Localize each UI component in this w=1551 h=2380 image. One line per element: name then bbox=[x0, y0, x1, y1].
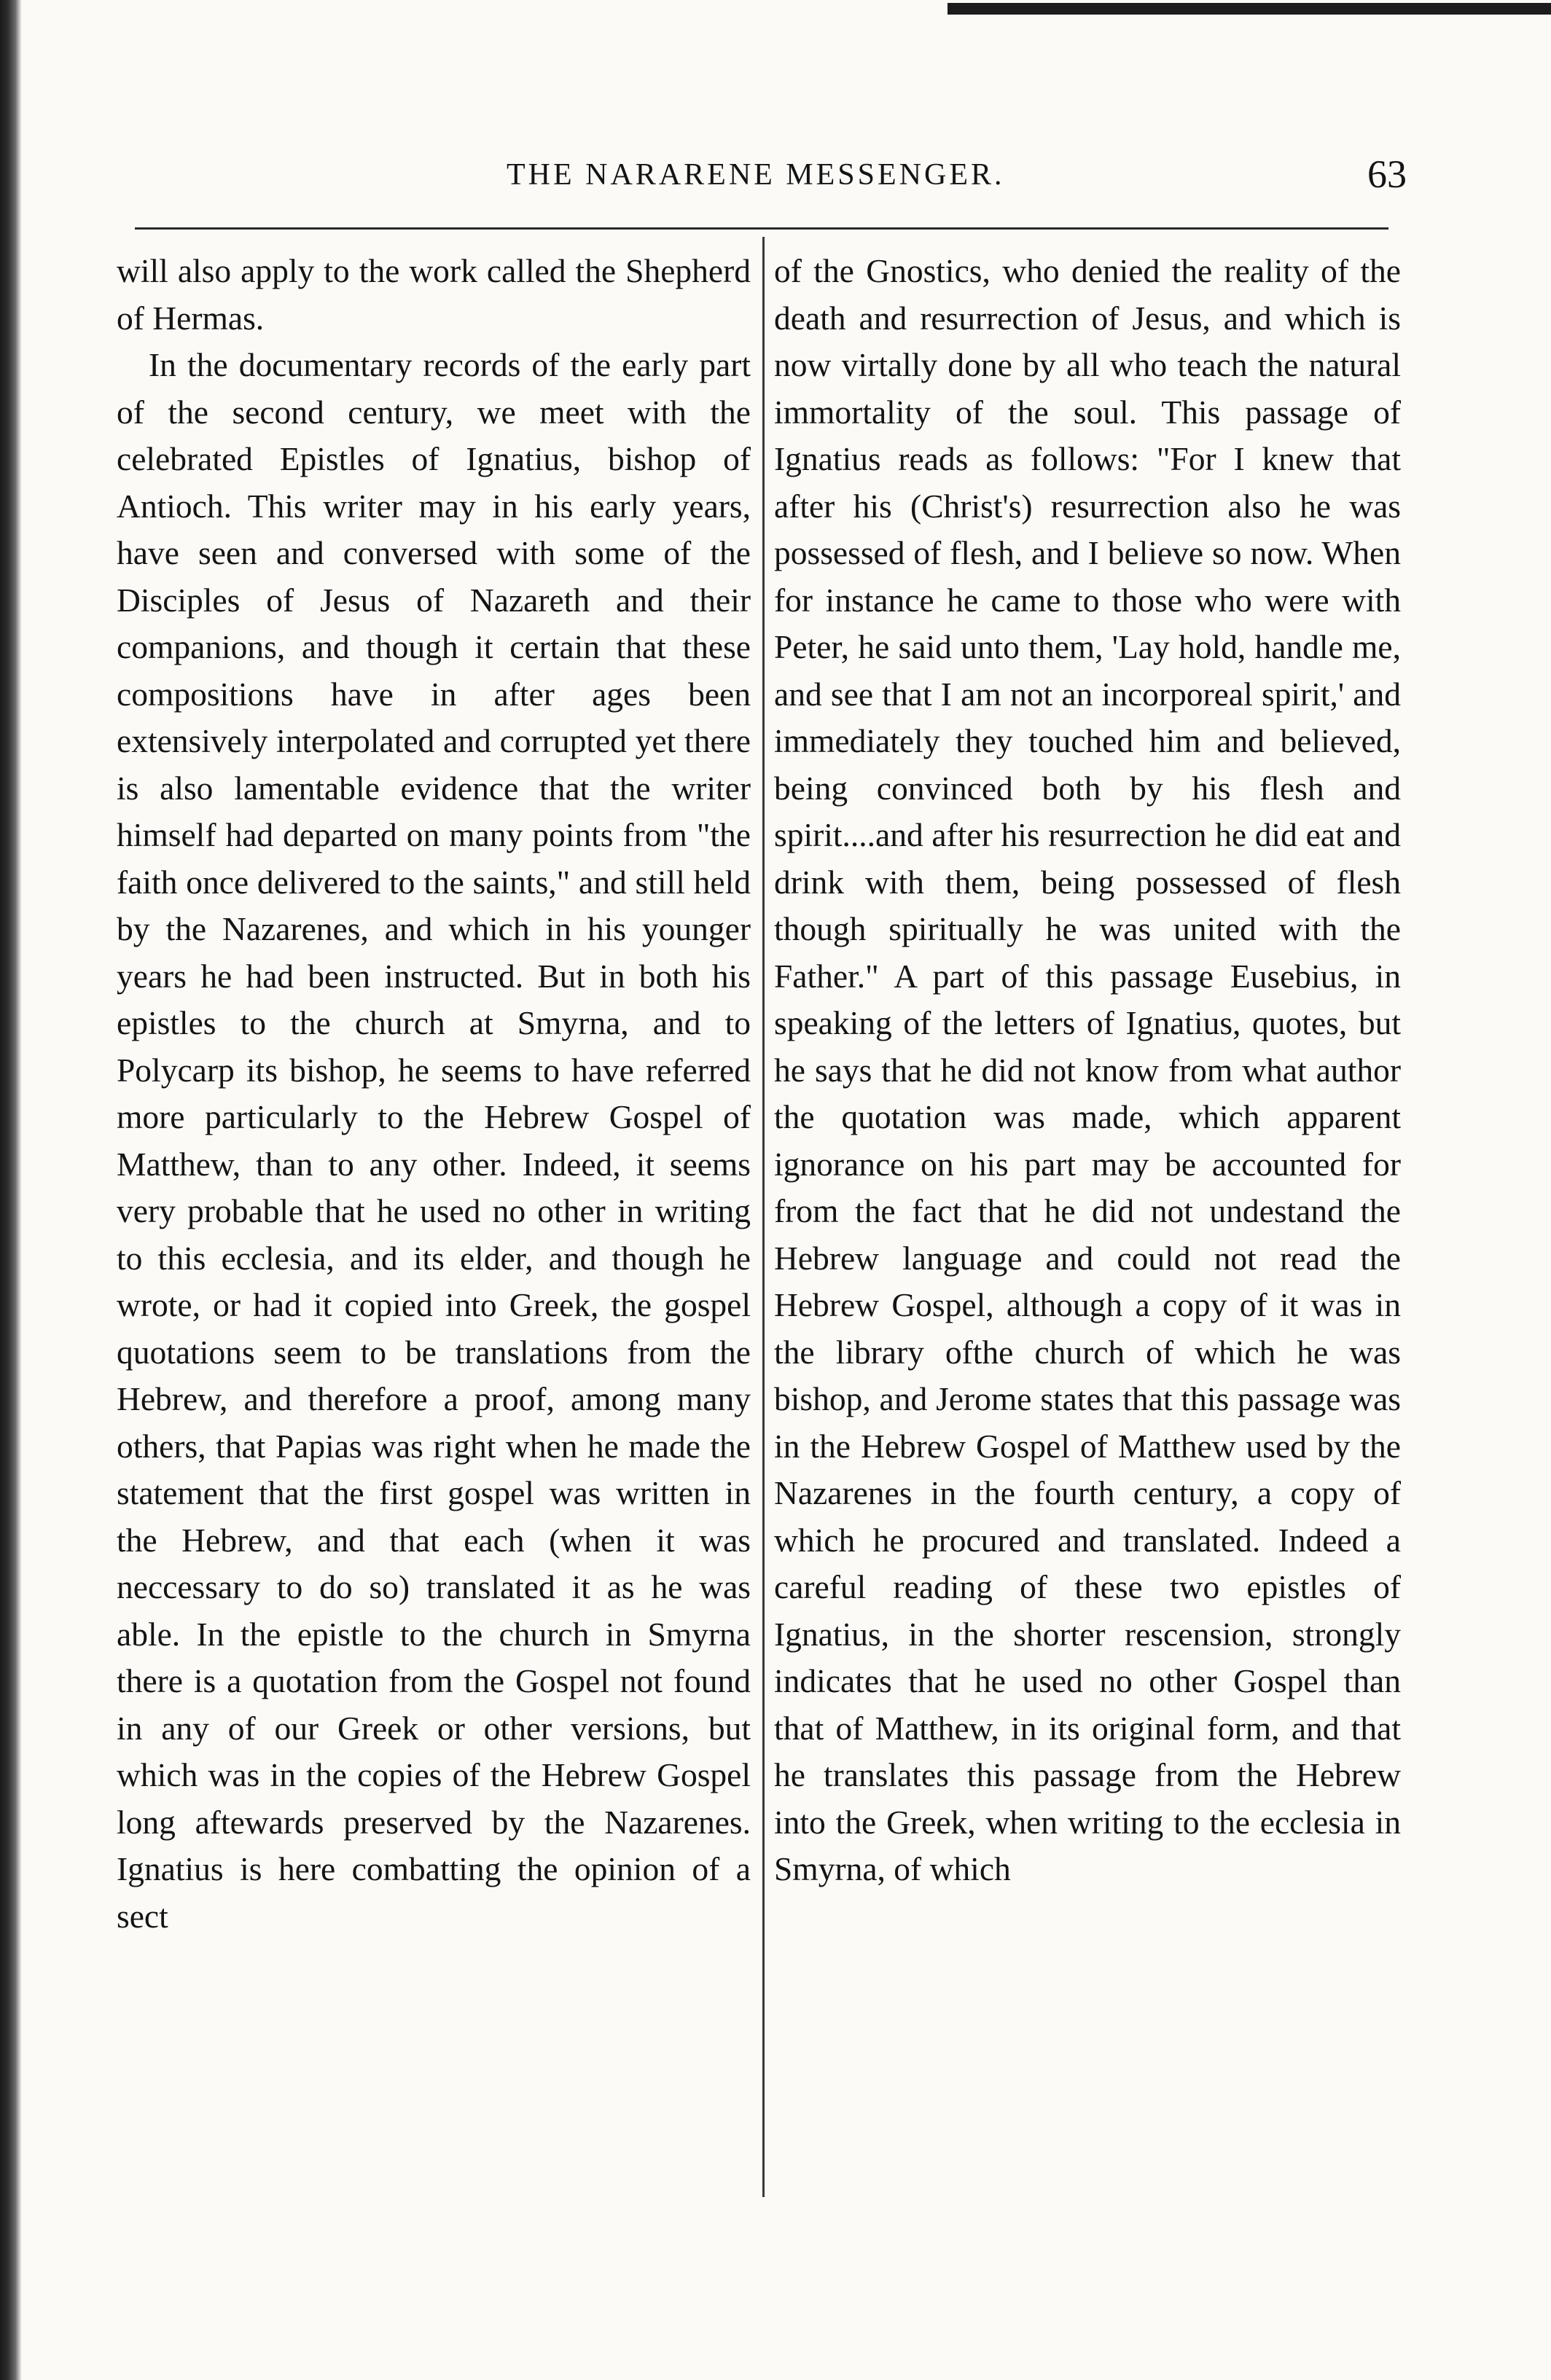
page-header bbox=[117, 152, 1421, 203]
scan-binding-edge bbox=[0, 0, 22, 2380]
running-head: THE NARARENE MESSENGER. bbox=[507, 158, 1005, 192]
scan-top-rule bbox=[948, 3, 1551, 15]
left-paragraph-2: In the documentary records of the early part of the second century, we meet with the celebrated Epistles of Ignatius, bishop of Antioch. This writer may in his early years, have seen and conversed with some of the Disciples of Jesus of Nazareth and their companions, and though it certain that these compositions have in after ages been extensively interpolated and corrupted yet there is also lamentable evidence that the writer himself had departed on many points from "the faith once delivered to the saints," and still held by the Nazarenes, and which in his younger years he had been instructed. But in both his epistles to the church at Smyrna, and to Polycarp its bishop, he seems to have referred more particularly to the Hebrew Gospel of Matthew, than to any other. Indeed, it seems very probable that he used no other in writing to this ecclesia, and its elder, and though he wrote, or had it copied into Greek, the gospel quotations seem to be translations from the Hebrew, and therefore a proof, among many others, that Papias was right when he made the statement that the first gospel was written in the Hebrew, and that each (when it was neccessary to do so) translated it as he was able. In the epistle to the church in Smyrna there is a quotation from the Gospel not found in any of our Greek or other versions, but which was in the copies of the Hebrew Gospel long aftewards preserved by the Nazarenes. Ignatius is here combatting the opinion of a sect bbox=[117, 346, 751, 1935]
left-column bbox=[117, 248, 751, 1940]
page-number: 63 bbox=[1367, 152, 1407, 196]
right-paragraph-1: of the Gnostics, who denied the reality of the death and resurrection of Jesus, and which is now virtally done by all who teach the natural immortality of the soul. This passage of Ignatius reads as follows: "For I knew that after his (Christ's) resurrection also he was possessed of flesh, and I believe so now. When for instance he came to those who were with Peter, he said unto them, 'Lay hold, handle me, and see that I am not an incorporeal spirit,' and immediately they touched him and believed, being convinced both by his flesh and spirit....and after his resurrection he did eat and drink with them, being possessed of flesh though spiritually he was united with the Father." A part of this passage Eusebius, in speaking of the letters of Ignatius, quotes, but he says that he did not know from what author the quotation was made, which apparent ignorance on his part may be accounted for from the fact that he did not undestand the Hebrew language and could not read the Hebrew Gospel, although a copy of it was in the library ofthe church of which he was bishop, and Jerome states that this passage was in the Hebrew Gospel of Matthew used by the Nazarenes in the fourth century, a copy of which he procured and translated. Indeed a careful reading of these two epistles of Ignatius, in the shorter rescension, strongly indicates that he used no other Gospel than that of Matthew, in its original form, and that he translates this passage from the Hebrew into the Greek, when writing to the ecclesia in Smyrna, of which bbox=[774, 252, 1401, 1887]
left-paragraph-1: will also apply to the work called the Shepherd of Hermas. bbox=[117, 252, 751, 337]
column-divider bbox=[762, 237, 765, 2197]
right-column bbox=[774, 248, 1401, 1893]
header-rule bbox=[135, 227, 1388, 230]
